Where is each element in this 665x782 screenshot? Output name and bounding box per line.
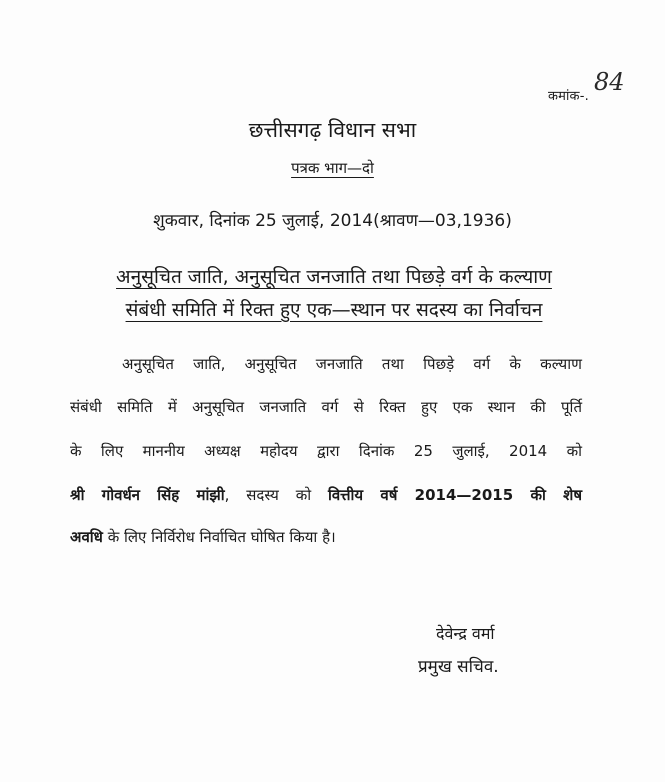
- serial-label: कमांक-.: [548, 89, 589, 104]
- notice-heading-text-1: अनुसूचित जाति, अनुसूचित जनजाति तथा पिछड़े वर्ग के कल्याण: [116, 266, 552, 288]
- member-name: श्री गोवर्धन सिंह मांझी: [70, 486, 225, 504]
- document-date: शुकवार, दिनांक 25 जुलाई, 2014(श्रावण—03,1936): [153, 211, 512, 231]
- body-line-5: [70, 527, 582, 547]
- term-period: अवधि: [70, 528, 103, 546]
- body-line-3: के लिए माननीय अध्यक्ष महोदय द्वारा दिनांक 25 जुलाई, 2014 को: [70, 442, 582, 460]
- assembly-title: छत्तीसगढ़ विधान सभा: [248, 118, 417, 142]
- serial-number-block: [548, 68, 625, 104]
- body-line-2: संबंधी समिति में अनुसूचित जनजाति वर्ग से रिक्त हुए एक स्थान की पूर्ति: [70, 398, 582, 416]
- bulletin-subtitle-text: पत्रक भाग—दो: [291, 159, 374, 177]
- body-line-4: [70, 485, 582, 505]
- notice-heading-line-1: [54, 263, 614, 289]
- financial-year-term: वित्तीय वर्ष 2014—2015 की शेष: [327, 486, 583, 504]
- body-line-4-mid: , सदस्य को: [224, 486, 328, 504]
- signatory-name: देवेन्द्र वर्मा: [436, 624, 495, 643]
- serial-number-handwritten: 84: [594, 68, 625, 96]
- notice-heading-line-2: [54, 296, 614, 322]
- body-line-1: अनुसूचित जाति, अनुसूचित जनजाति तथा पिछड़े वर्ग के कल्याण: [122, 355, 582, 373]
- signatory-designation: प्रमुख सचिव.: [418, 657, 499, 677]
- notice-heading-text-2: संबंधी समिति में रिक्त हुए एक—स्थान पर सदस्य का निर्वाचन: [125, 299, 543, 321]
- bulletin-subtitle: [0, 158, 665, 178]
- body-line-5-rest: के लिए निर्विरोध निर्वाचित घोषित किया है।: [102, 528, 336, 546]
